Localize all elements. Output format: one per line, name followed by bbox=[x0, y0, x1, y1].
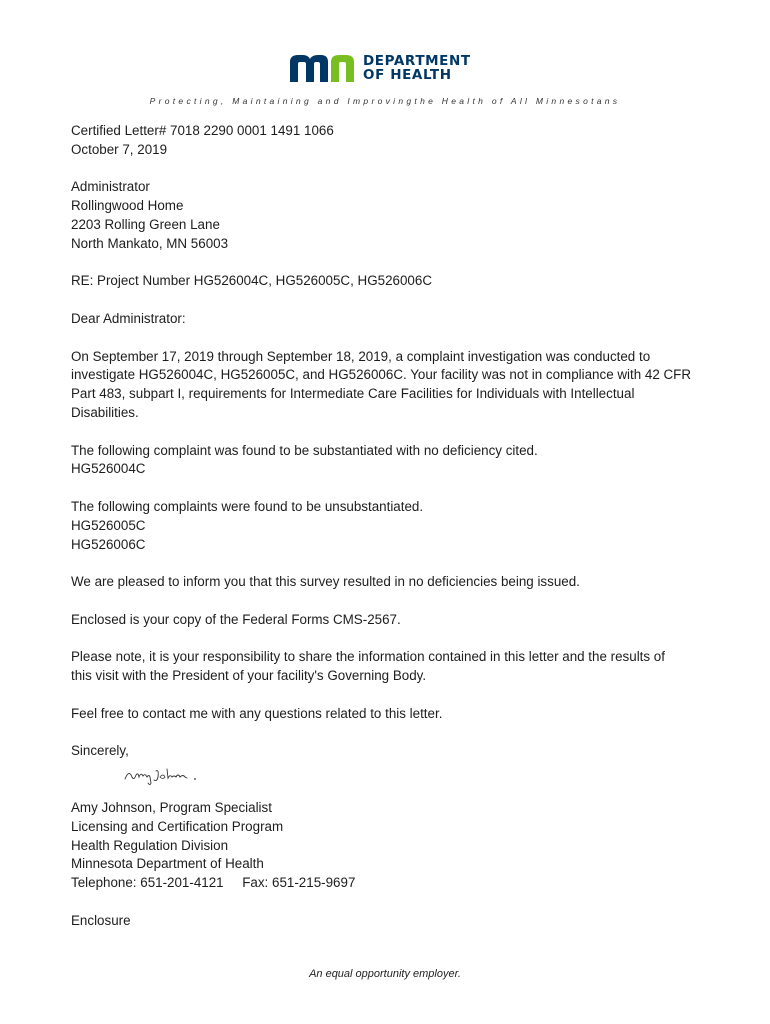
mdh-logo bbox=[289, 52, 471, 84]
complaint-id: HG526006C bbox=[71, 536, 146, 552]
enclosure-note: Enclosure bbox=[71, 912, 131, 928]
unsubstantiated-section bbox=[71, 498, 711, 554]
paragraph-line: investigate HG526004C, HG526005C, and HG526006C. Your facility was not in compliance with 42 CFR bbox=[71, 367, 692, 383]
enclosed-block bbox=[71, 611, 711, 630]
paragraph-contact: Feel free to contact me with any questions related to this letter. bbox=[71, 705, 443, 721]
no-deficiencies-block bbox=[71, 573, 711, 592]
certified-number: Certified Letter# 7018 2290 0001 1491 1066 bbox=[71, 123, 334, 138]
paragraph-line: Disabilities. bbox=[71, 404, 139, 420]
salutation: Dear Administrator: bbox=[71, 310, 186, 326]
mn-logo-icon bbox=[289, 53, 355, 83]
paragraph-line: this visit with the President of your facility's Governing Body. bbox=[71, 668, 427, 684]
recipient-address bbox=[71, 178, 711, 253]
signature-area bbox=[71, 761, 711, 799]
letter-date: October 7, 2019 bbox=[71, 141, 168, 157]
signer-program: Licensing and Certification Program bbox=[71, 818, 284, 834]
substantiated-section bbox=[71, 442, 711, 480]
substantiated-intro: The following complaint was found to be substantiated with no deficiency cited. bbox=[71, 442, 538, 458]
paragraph-no-deficiencies: We are pleased to inform you that this survey resulted in no deficiencies being issued. bbox=[71, 574, 580, 590]
closing: Sincerely, bbox=[71, 743, 129, 759]
re-line: RE: Project Number HG526004C, HG526005C, HG526006C bbox=[71, 273, 432, 289]
paragraph-note bbox=[71, 648, 711, 686]
salutation-block bbox=[71, 310, 711, 329]
complaint-id: HG526005C bbox=[71, 517, 146, 533]
signer-division: Health Regulation Division bbox=[71, 837, 229, 853]
recipient-street: 2203 Rolling Green Lane bbox=[71, 216, 220, 232]
letter-meta bbox=[71, 122, 711, 160]
handwritten-signature bbox=[123, 763, 209, 787]
recipient-city: North Mankato, MN 56003 bbox=[71, 235, 229, 251]
signer-name: Amy Johnson, Program Specialist bbox=[71, 800, 272, 816]
footer-equal-opportunity: An equal opportunity employer. bbox=[309, 968, 461, 980]
re-block bbox=[71, 272, 711, 291]
paragraph-enclosed: Enclosed is your copy of the Federal Forms CMS-2567. bbox=[71, 611, 401, 627]
signer-block bbox=[71, 799, 711, 893]
paragraph-line: On September 17, 2019 through September 18, 2019, a complaint investigation was conducted to bbox=[71, 348, 651, 364]
logo-wordmark bbox=[363, 54, 471, 82]
paragraph-investigation bbox=[71, 348, 711, 423]
paragraph-line: Please note, it is your responsibility to share the information contained in this letter and the results of bbox=[71, 649, 665, 665]
unsubstantiated-intro: The following complaints were found to be unsubstantiated. bbox=[71, 498, 424, 514]
tagline: Protecting, Maintaining and Improvingthe Health of All Minnesotans bbox=[149, 96, 621, 106]
logo-line-1: DEPARTMENT bbox=[363, 53, 471, 69]
signer-department: Minnesota Department of Health bbox=[71, 856, 264, 872]
recipient-facility: Rollingwood Home bbox=[71, 198, 184, 214]
recipient-title: Administrator bbox=[71, 179, 150, 195]
paragraph-line: Part 483, subpart I, requirements for Intermediate Care Facilities for Individuals with Intellectual bbox=[71, 386, 635, 402]
signer-phone-fax: Telephone: 651-201-4121 Fax: 651-215-9697 bbox=[71, 875, 356, 891]
letter-body bbox=[71, 122, 711, 931]
complaint-id: HG526004C bbox=[71, 461, 146, 477]
logo-line-2: OF HEALTH bbox=[363, 67, 452, 83]
contact-block bbox=[71, 705, 711, 724]
